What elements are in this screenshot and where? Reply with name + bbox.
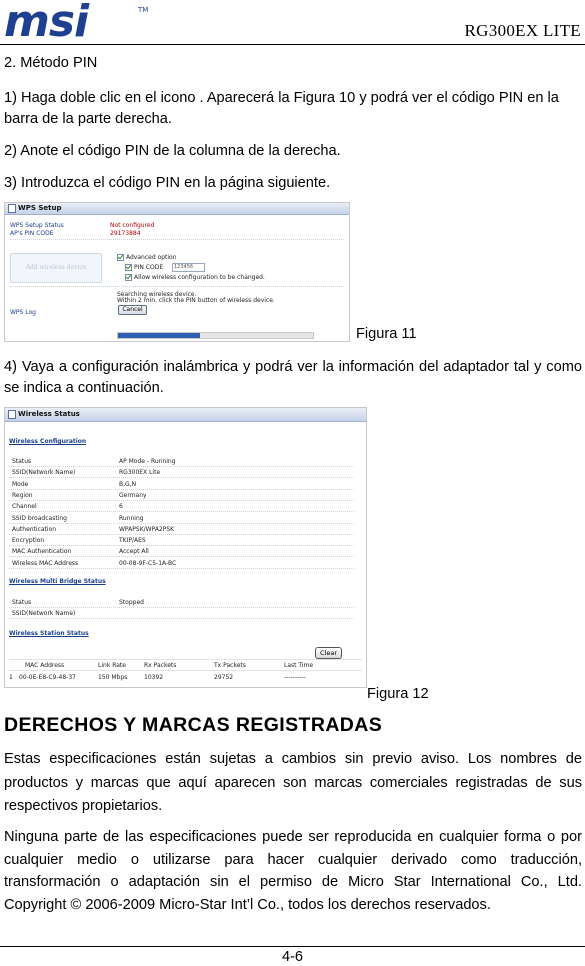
wps-progress-fill <box>118 333 200 338</box>
row-divider <box>9 489 354 490</box>
wps-title: WPS Setup <box>18 204 62 212</box>
rights-paragraph-2: Ninguna parte de las especificaciones puede ser reproducida en cualquier forma o por cualquier medio o utilizarse para hacer cualquier derivado como traducción, transformación o adaptación sin el permiso de Micro Star International Co., Ltd. Copyright © 2006-2009 Micro-Star Int’l Co., todos los derechos reservados. <box>4 829 582 913</box>
config-row-value: 00-08-9F-C5-1A-BC <box>119 559 177 567</box>
station-status-heading: Wireless Station Status <box>9 630 89 637</box>
advanced-option-row <box>117 254 177 261</box>
allow-config-row <box>125 274 265 281</box>
ap-pin-label: AP's PIN CODE <box>10 230 54 237</box>
rights-heading: DERECHOS Y MARCAS REGISTRADAS <box>4 714 383 736</box>
pin-code-checkbox[interactable] <box>125 264 132 271</box>
row-divider <box>9 523 354 524</box>
station-row-mac: 00-0E-E8-C9-48-37 <box>19 674 76 681</box>
footer-rule <box>0 946 585 947</box>
divider <box>9 670 362 671</box>
ap-pin-value: 29173884 <box>110 230 141 237</box>
config-row-value: TKIP/AES <box>119 537 146 545</box>
document-icon <box>8 410 16 419</box>
config-row-label: Mode <box>12 480 29 488</box>
wps-log-label: WPS Log <box>10 309 36 316</box>
wps-status-value: Not configured <box>110 222 155 229</box>
pin-code-label: PIN CODE <box>134 264 164 271</box>
config-row-value: AP Mode - Running <box>119 458 176 465</box>
step-3: 3) Introduzca el código PIN en la página siguiente. <box>4 175 331 191</box>
station-row-tx: 29752 <box>214 674 234 681</box>
clear-button[interactable]: Clear <box>315 647 342 659</box>
row-divider <box>9 511 354 512</box>
config-row-label: Encryption <box>12 537 45 545</box>
step-2: 2) Anote el código PIN de la columna de la derecha. <box>4 143 341 159</box>
wireless-config-heading: Wireless Configuration <box>9 438 87 445</box>
divider <box>10 286 344 287</box>
wireless-title: Wireless Status <box>18 410 80 418</box>
station-row-last: ---------- <box>284 674 306 681</box>
wps-progress-bar <box>117 332 314 339</box>
config-row-value: Germany <box>119 491 147 499</box>
config-row-label: SSID(Network Name) <box>12 469 76 477</box>
config-row-value: B,G,N <box>119 480 137 488</box>
row-divider <box>9 556 354 557</box>
station-row-rx: 10392 <box>144 674 164 681</box>
figure-11-caption: Figura 11 <box>356 326 417 342</box>
page-header <box>0 0 585 46</box>
station-row-index: 1 <box>9 674 13 681</box>
bridge-row-label: Status <box>12 599 32 606</box>
advanced-option-checkbox[interactable] <box>117 254 124 261</box>
row-divider <box>9 545 354 546</box>
config-row-value: RG300EX Lite <box>119 469 161 477</box>
allow-config-label: Allow wireless configuration to be changed. <box>134 274 265 281</box>
col-tx-packets: Tx Packets <box>214 662 246 669</box>
config-row-label: SSID broadcasting <box>12 514 67 522</box>
svg-text:TM: TM <box>138 6 149 14</box>
wps-setup-screenshot <box>4 202 350 342</box>
within-text: Within 2 min. click the PIN button of wireless device. <box>117 297 275 304</box>
col-last-time: Last Time <box>284 662 314 669</box>
figure-12-caption: Figura 12 <box>367 686 429 702</box>
col-rx-packets: Rx Packets <box>144 662 177 669</box>
bridge-row-label: SSID(Network Name) <box>12 610 76 618</box>
method-title: 2. Método PIN <box>4 55 98 71</box>
col-link-rate: Link Rate <box>98 662 126 669</box>
step-1: 1) Haga doble clic en el icono . Aparecerá la Figura 10 y podrá ver el código PIN en la barra de la parte derecha. <box>4 90 559 127</box>
config-row-value: 6 <box>119 503 123 511</box>
config-row-value: WPAPSK/WPA2PSK <box>119 525 175 533</box>
pin-code-row <box>125 264 163 271</box>
row-divider <box>9 568 354 569</box>
config-row-label: Status <box>12 458 32 465</box>
row-divider <box>9 466 354 467</box>
header-rule <box>0 44 585 45</box>
station-row-rate: 150 Mbps <box>98 674 128 681</box>
col-mac-address: MAC Address <box>25 662 65 669</box>
model-name: RG300EX LITE <box>464 21 581 40</box>
cancel-button[interactable]: Cancel <box>118 305 147 315</box>
page-number: 4-6 <box>281 949 304 965</box>
divider <box>9 659 362 660</box>
divider <box>10 239 344 240</box>
config-row-label: MAC Authentication <box>12 548 72 556</box>
searching-text: Searching wireless device. <box>117 291 197 298</box>
config-row-label: Wireless MAC Address <box>12 559 79 567</box>
config-row-label: Channel <box>12 503 37 511</box>
row-divider <box>9 534 354 535</box>
config-row-label: Authentication <box>12 525 57 533</box>
allow-config-checkbox[interactable] <box>125 274 132 281</box>
msi-logo <box>2 1 162 41</box>
document-icon <box>8 204 16 213</box>
config-row-value: Accept All <box>119 548 149 556</box>
row-divider <box>9 618 354 619</box>
svg-text:msi: msi <box>4 1 89 41</box>
multi-bridge-heading: Wireless Multi Bridge Status <box>9 578 106 585</box>
config-row-value: Running <box>119 514 144 522</box>
row-divider <box>9 607 354 608</box>
step-4: 4) Vaya a configuración inalámbrica y podrá ver la información del adaptador tal y como se indica a continuación. <box>4 359 582 396</box>
row-divider <box>9 477 354 478</box>
config-row-label: Region <box>12 491 33 499</box>
add-wireless-device-button[interactable]: Add wireless device <box>10 253 102 283</box>
rights-paragraph-1: Estas especificaciones están sujetas a cambios sin previo aviso. Los nombres de productos y marcas que aquí aparecen son marcas comerciales registradas de sus respectivos propietarios. <box>4 751 582 814</box>
wps-status-label: WPS Setup Status <box>10 222 64 229</box>
advanced-option-label: Advanced option <box>126 254 177 261</box>
row-divider <box>9 500 354 501</box>
wireless-status-screenshot <box>4 407 367 688</box>
bridge-row-value: Stopped <box>119 599 144 606</box>
pin-code-input[interactable]: 123456 <box>172 263 205 272</box>
